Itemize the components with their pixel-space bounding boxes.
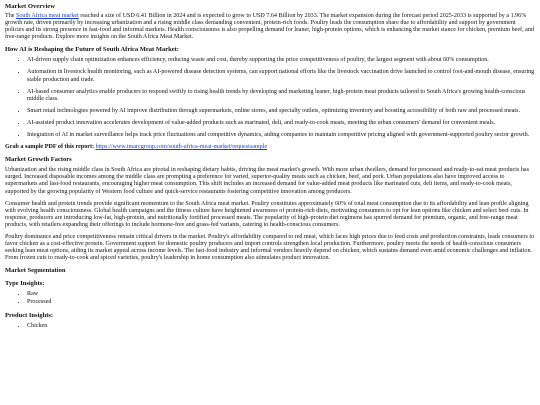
type-list — [5, 291, 535, 306]
ai-section-heading: How AI is Reshaping the Future of South Africa Meat Market: — [5, 46, 179, 54]
list-item: • Automation in livestock health monitoring, such as AI-powered disease detection systems, can support national efforts like the livestock vaccination drive launched to control foot-and-mouth disease, ensuring stable production and trade. — [27, 69, 535, 83]
south-africa-meat-market-link[interactable]: South Africa meat market — [16, 13, 79, 19]
growth-paragraph-1: Urbanization and the rising middle class in South Africa are pivotal in reshaping dietary habits, driving the meat market's growth. With more urban dwellers, demand for processed and ready-to-eat meat products has surged. Increased disposable incomes among the middle class are prompting a preference for varied, superior-quality meats such as chicken, beef, and pork. Urban populations also have improved access to supermarkets and fast-food restaurants, encouraging higher meat consumption. This shift includes an increased demand for value-added meat products like marinated cuts, deli items, and ready-to-cook meats, supported by the growing popularity of Western food culture and quick-service restaurants fostering competitive innovation among producers. — [5, 167, 529, 195]
sample-request-line — [5, 144, 535, 151]
list-item: • AI-assisted product innovation accelerates development of value-added products such as marinated, deli, and ready-to-cook meats, meeting the urban consumers' demand for convenient meals. — [27, 120, 535, 127]
product-list — [5, 323, 535, 330]
sample-request-link[interactable]: https://www.imarcgroup.com/south-africa-meat-market/requestsample — [95, 144, 268, 151]
market-overview-heading: Market Overview — [5, 3, 55, 10]
product-insights-heading: Product Insights: — [5, 311, 54, 319]
list-item: • Chicken — [27, 323, 535, 330]
list-item: • AI-driven supply chain optimization enhances efficiency, reducing waste and cost, thereby supporting the price competitiveness of poultry, the largest segment with about 60% consumption. — [27, 57, 535, 64]
list-item: • Smart retail technologies powered by AI improve distribution through supermarkets, online stores, and specialty outlets, optimizing inventory and boosting accessibility of both raw and processed meats. — [27, 108, 535, 115]
segmentation-heading: Market Segmentation — [5, 267, 66, 275]
growth-paragraph-3: Poultry dominance and price competitiveness remain critical drivers in the market. Poultry's affordability compared to red meat, which faces high prices due to feed costs and production constraints, leads consumers to favor chicken as a cost-effective protein. Government support for domestic poultry producers and import controls strengthen local production. Furthermore, poultry meets the needs of health-conscious consumers seeking lean meat options, aiding its market appeal across income levels. The fast-food industry and informal vendors heavily depend on chicken, which sustains demand even amid economic challenges and inflation. From frozen cuts to ready-to-cook and spiced varieties, poultry's leadership in home consumption also stimulates product innovation. — [5, 233, 535, 262]
overview-intro-prefix: The — [5, 13, 16, 19]
growth-factors-heading: Market Growth Factors — [5, 156, 72, 164]
sample-label: Grab a sample PDF of this report: — [5, 144, 96, 151]
type-insights-heading: Type Insights: — [5, 280, 45, 288]
overview-intro-text: reached a size of USD 6.41 Billion in 2024 and is expected to grow to USD 7.64 Billion by 2033. The market expansion during the forecast period 2025-2033 is supported by a 1.96% growth rate, driven primarily by increasing urbanization and a rising middle class demanding convenient, protein-rich foods. Poultry leads the consumption share due to affordability and support by government policies and its strong presence in fast-food and informal markets. Health consciousness is also propelling demand for leaner, high-protein options, which is enhancing the market stance for chicken, premium beef, and free-range products. Explore more insights on the South Africa Meat Market. — [5, 13, 534, 41]
ai-bullet-list — [5, 57, 535, 139]
list-item: • Integration of AI in market surveillance helps track price fluctuations and competitive dynamics, aiding companies to maintain competitive pricing aligned with government-supported poultry sector growth. — [27, 132, 535, 139]
growth-paragraph-2: Consumer health and protein trends provide significant momentum to the South Africa meat market. Poultry constitutes approximately 60% of total meat consumption due to its affordability and lean profile aligning with evolving health consciousness. Global health campaigns and the fitness culture have heightened awareness of protein-rich diets, motivating consumers to opt for lean options like chicken and select beef cuts. In response, producers are introducing low-fat, high-protein, and nutritionally fortified processed meats. The popularity of high-protein diet regimens has spurred demand for premium, organic, and free-range meat products, with retailers expanding their offerings to include hormone-free and grass-fed variants, catering to health-conscious consumers. — [5, 200, 529, 228]
list-item: • AI-based consumer analytics enable producers to respond swiftly to rising health trends by developing and marketing leaner, high-protein meat products tailored to South Africa's growing health-conscious middle class. — [27, 89, 535, 103]
overview-paragraph — [5, 13, 535, 41]
list-item: • Processed — [27, 299, 535, 306]
list-item: • Raw — [27, 291, 535, 298]
